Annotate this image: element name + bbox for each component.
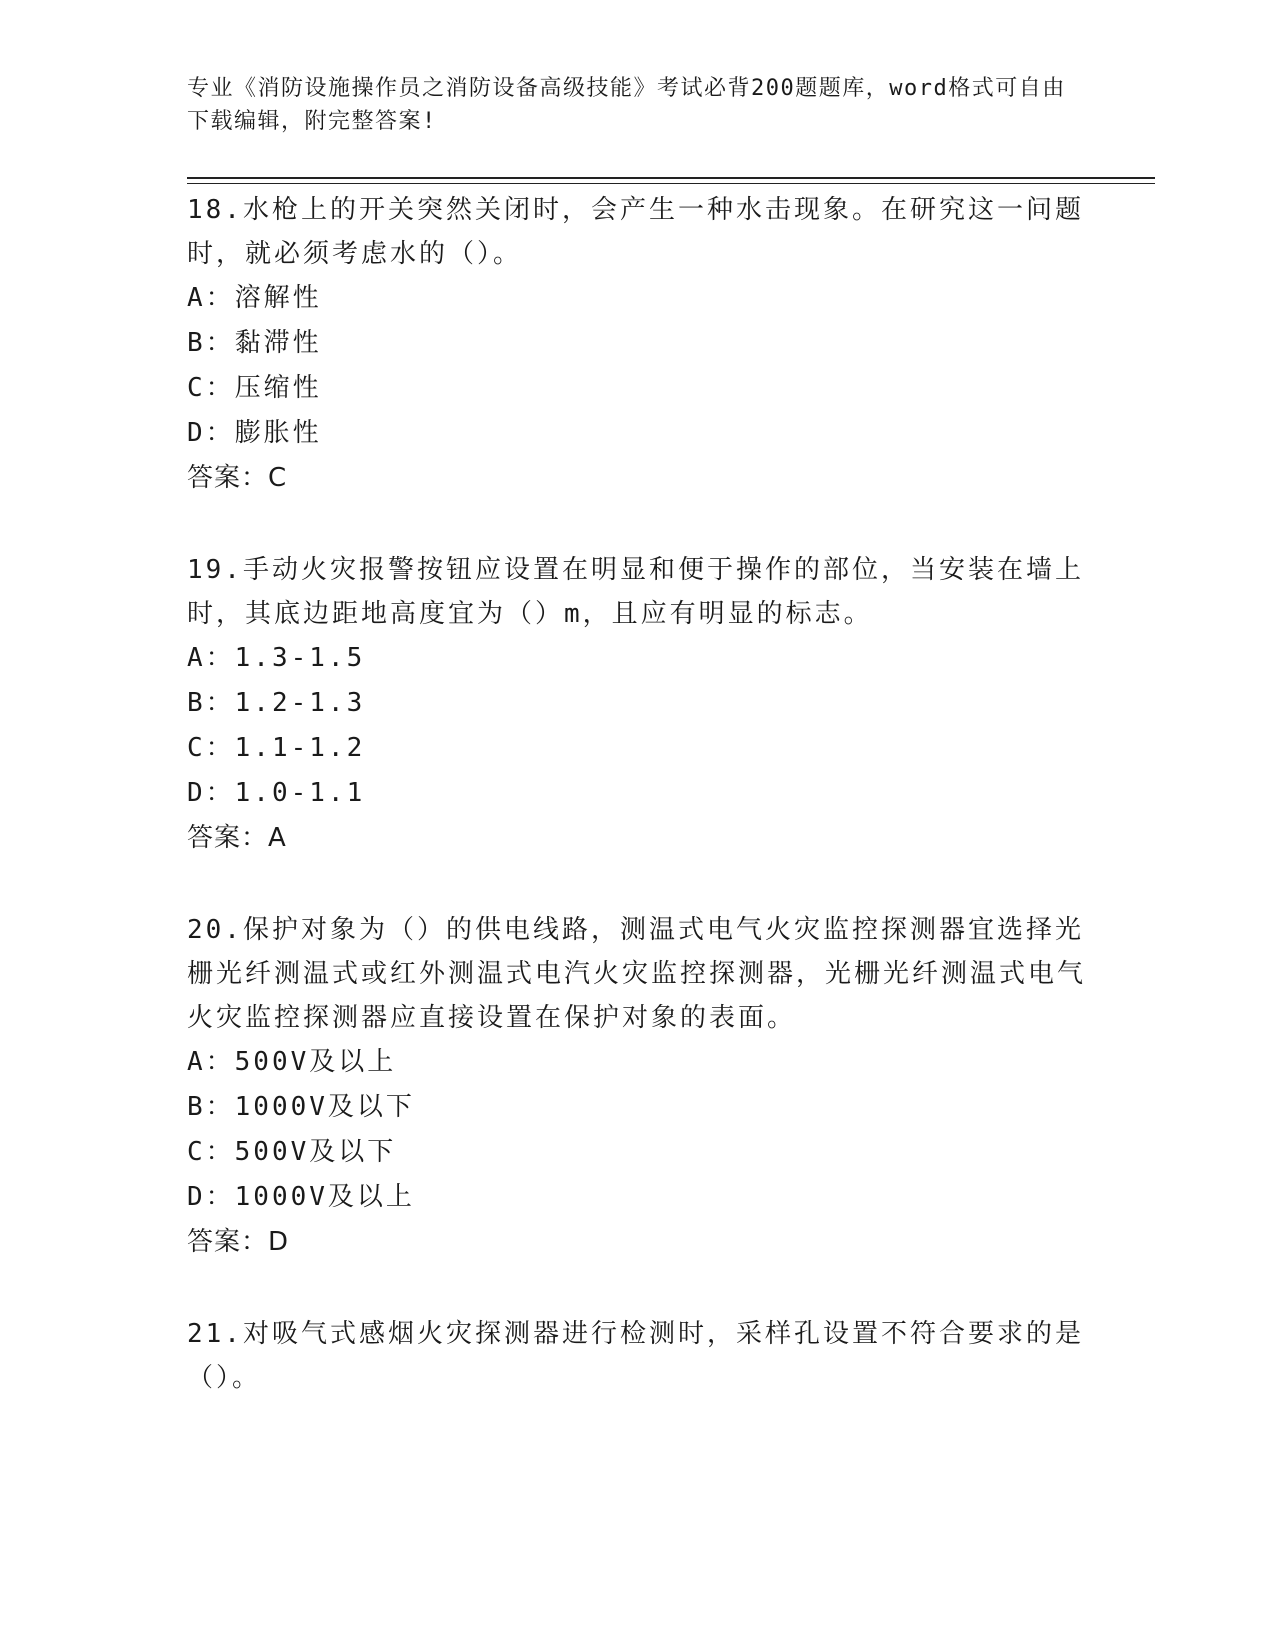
question-stem: 18.水枪上的开关突然关闭时，会产生一种水击现象。在研究这一问题时，就必须考虑水的（）。 [187,195,1084,269]
option-d: D：1000V及以上 [187,1182,415,1212]
option-a: A：溶解性 [187,283,322,313]
option-b: B：1000V及以下 [187,1092,415,1122]
question-stem: 19.手动火灾报警按钮应设置在明显和便于操作的部位，当安装在墙上时，其底边距地高度宜为（）m，且应有明显的标志。 [187,555,1084,629]
option-a: A：1.3-1.5 [187,643,366,673]
option-b: B：黏滞性 [187,328,322,358]
question-19 [187,548,1087,861]
question-21 [187,1312,1087,1400]
document-header [187,72,1067,138]
question-list [187,188,1087,1447]
question-stem: 21.对吸气式感烟火灾探测器进行检测时，采样孔设置不符合要求的是（）。 [187,1319,1084,1393]
answer-line: 答案：D [187,1227,290,1257]
option-d: D：膨胀性 [187,418,322,448]
question-18 [187,188,1087,501]
question-20 [187,908,1087,1265]
option-c: C：1.1-1.2 [187,733,366,763]
header-divider [187,177,1155,184]
option-a: A：500V及以上 [187,1047,397,1077]
answer-line: 答案：C [187,463,288,493]
option-d: D：1.0-1.1 [187,778,366,808]
header-text: 专业《消防设施操作员之消防设备高级技能》考试必背200题题库，word格式可自由下载编辑，附完整答案! [187,76,1066,134]
option-b: B：1.2-1.3 [187,688,366,718]
option-c: C：压缩性 [187,373,322,403]
option-c: C：500V及以下 [187,1137,397,1167]
answer-line: 答案：A [187,823,287,853]
question-stem: 20.保护对象为（）的供电线路，测温式电气火灾监控探测器宜选择光栅光纤测温式或红外测温式电汽火灾监控探测器，光栅光纤测温式电气火灾监控探测器应直接设置在保护对象的表面。 [187,915,1087,1033]
